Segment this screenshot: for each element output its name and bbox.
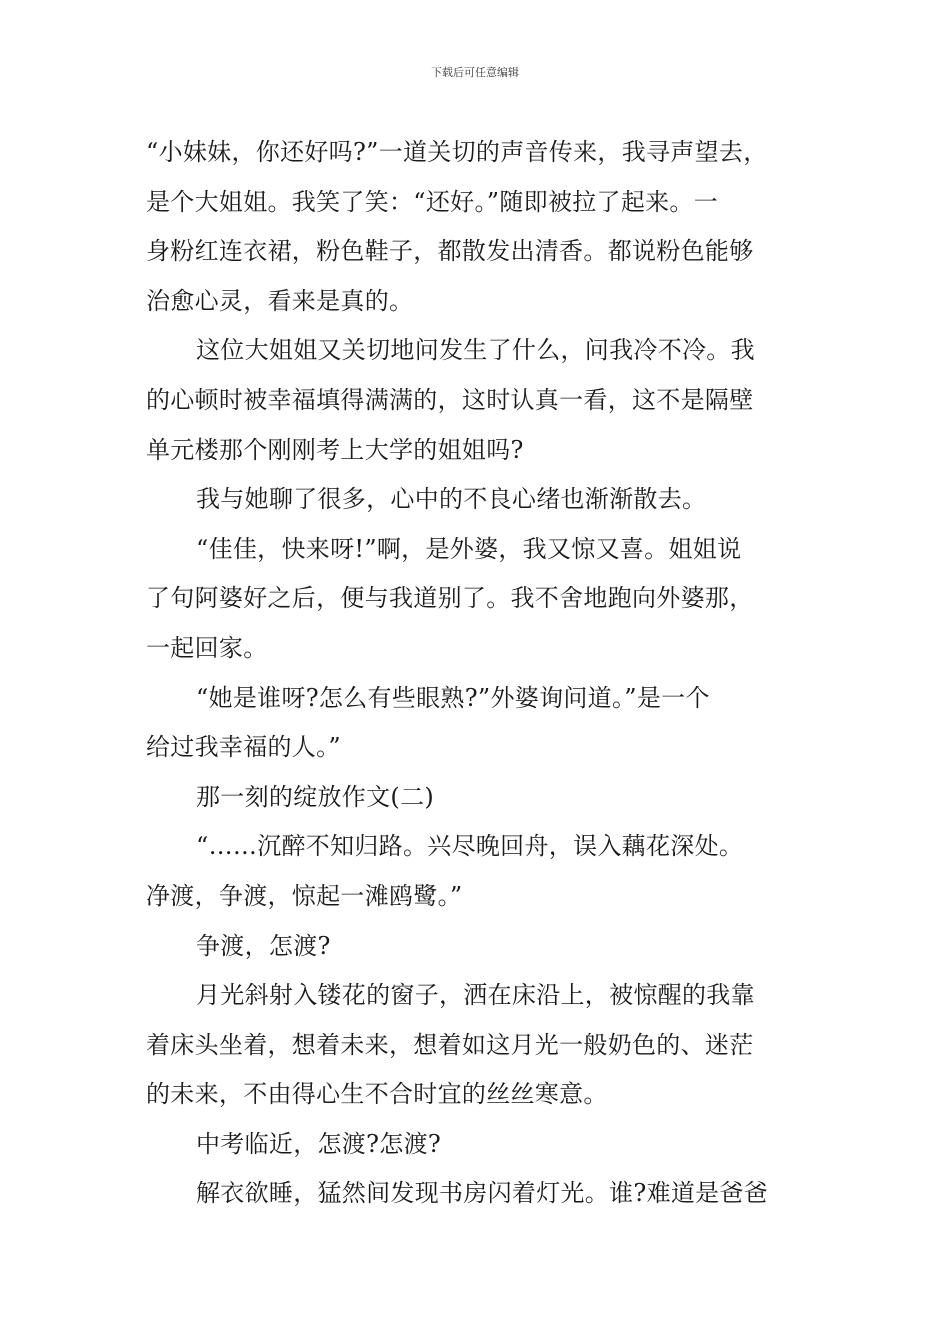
paragraph-start-line: “她是谁呀?怎么有些眼熟?”外婆询问道。”是一个 [196,683,710,712]
page-header: 下载后可任意编辑 [431,66,519,79]
section-title: 那一刻的绽放作文(二) [196,782,435,811]
text-line: 着床头坐着，想着未来，想着如这月光一般奶色的、迷茫 [146,1030,754,1059]
text-line: 单元楼那个刚刚考上大学的姐姐吗? [146,435,524,464]
paragraph-start-line: 月光斜射入镂花的窗子，洒在床沿上，被惊醒的我靠 [196,981,755,1010]
document-body [146,128,810,1219]
text-line: 了句阿婆好之后，便与我道别了。我不舍地跑向外婆那， [146,584,754,613]
text-line: 是个大姐姐。我笑了笑：“还好。”随即被拉了起来。一 [146,187,719,216]
text-line: 给过我幸福的人。” [146,733,341,762]
paragraph-start-line: 中考临近，怎渡?怎渡? [196,1129,442,1158]
text-line: 的心顿时被幸福填得满满的，这时认真一看，这不是隔壁 [146,385,754,414]
text-line: “小妹妹，你还好吗?”一道关切的声音传来，我寻声望去， [146,138,768,166]
paragraph-start-line: 我与她聊了很多，心中的不良心绪也渐渐散去。 [196,485,707,514]
text-line: 的未来，不由得心生不合时宜的丝丝寒意。 [146,1080,608,1109]
text-line: 一起回家。 [146,633,268,662]
paragraph-start-line: “……沉醉不知归路。兴尽晚回舟，误入藕花深处。 [196,832,744,861]
paragraph-start-line: “佳佳，快来呀!”啊，是外婆，我又惊又喜。姐姐说 [196,534,742,563]
paragraph-start-line: 争渡，怎渡? [196,931,331,960]
paragraph-start-line: 这位大姐姐又关切地问发生了什么，问我冷不冷。我 [196,336,755,365]
text-line: 治愈心灵，看来是真的。 [146,286,414,315]
text-line: 净渡，争渡，惊起一滩鸥鹭。” [146,881,463,910]
text-line: 身粉红连衣裙，粉色鞋子，都散发出清香。都说粉色能够 [146,237,754,266]
paragraph-start-line: 解衣欲睡，猛然间发现书房闪着灯光。谁?难道是爸爸 [196,1179,769,1208]
